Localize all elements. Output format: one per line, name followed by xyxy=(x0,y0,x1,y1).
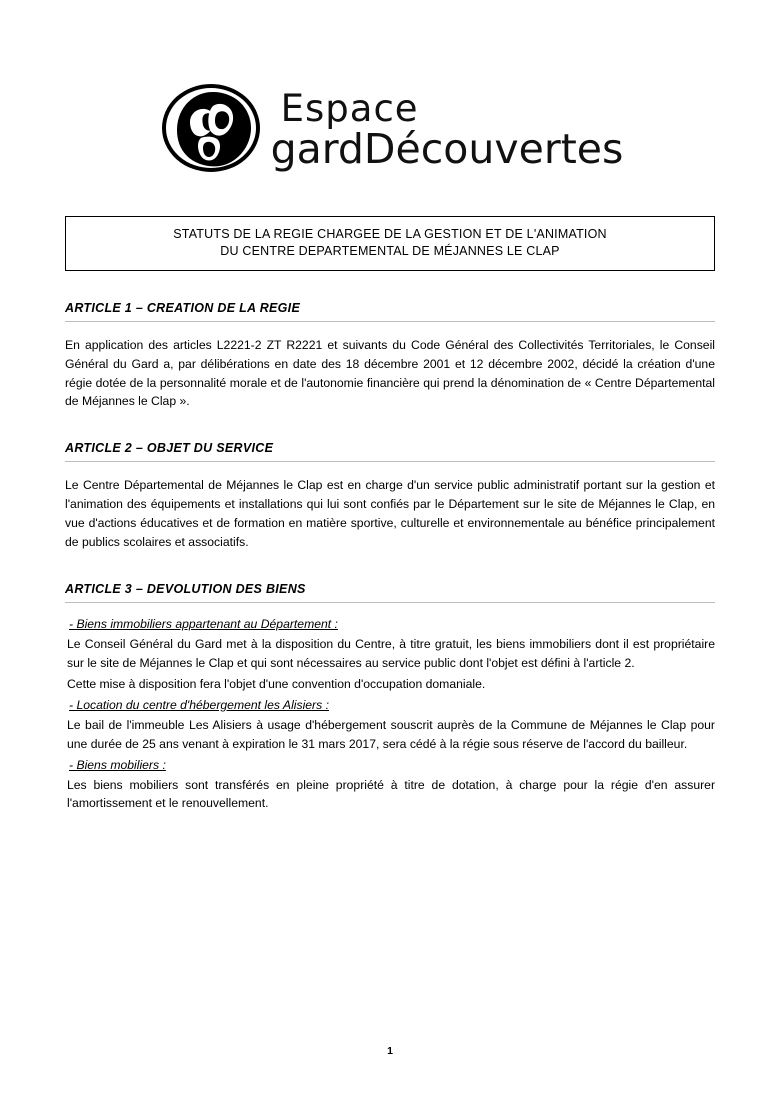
article-3-section-1-paragraph-2: Cette mise à disposition fera l'objet d'une convention d'occupation domaniale. xyxy=(67,676,486,691)
article-3-heading: ARTICLE 3 – DEVOLUTION DES BIENS xyxy=(65,582,306,596)
article-3-section-1-heading: - Biens immobiliers appartenant au Département : xyxy=(69,617,338,631)
article-3-section-2-heading: - Location du centre d'hébergement les Alisiers : xyxy=(69,697,329,712)
article-3-section-3-paragraph-1: Les biens mobiliers sont transférés en pleine propriété à titre de dotation, à charge pour la régie d'en assurer l'amortissement et le renouvellement. xyxy=(67,777,715,811)
logo-header xyxy=(65,0,715,188)
document-title-line-1: STATUTS DE LA REGIE CHARGEE DE LA GESTION ET DE L'ANIMATION xyxy=(173,227,607,241)
article-3-section-2-paragraph-1: Le bail de l'immeuble Les Alisiers à usage d'hébergement souscrit auprès de la Commune de Méjannes le Clap pour une durée de 25 ans venant à expiration le 31 mars 2017, sera cédé à la régie sous réserve de l'accord du bailleur. xyxy=(67,717,715,751)
article-2-divider xyxy=(65,461,715,462)
article-3-section-3-heading: - Biens mobiliers : xyxy=(69,757,166,772)
article-3-section-1 xyxy=(65,617,715,694)
logo-line-espace: Espace xyxy=(280,87,419,130)
document-title-box xyxy=(65,216,715,271)
article-1-divider xyxy=(65,321,715,322)
logo-line-garddecouvertes: gardDécouvertes xyxy=(270,125,624,173)
article-2-heading: ARTICLE 2 – OBJET DU SERVICE xyxy=(65,441,274,456)
espace-gard-decouvertes-logo-icon xyxy=(157,78,265,178)
logo-wordmark xyxy=(270,86,624,173)
article-1-paragraph-1: En application des articles L2221-2 ZT R2221 et suivants du Code Général des Collectivités Territoriales, le Conseil Général du Gard a, par délibérations en date des 18 décembre 2001 et 12 décembre 2002, décidé la création d'une régie dotée de la personnalité morale et de l'autonomie financière qui prend la dénomination de « Centre Départemental de Méjannes le Clap ». xyxy=(65,337,715,409)
article-2 xyxy=(65,441,715,552)
page-number: 1 xyxy=(387,1045,393,1057)
article-2-paragraph-1: Le Centre Départemental de Méjannes le Clap est en charge d'un service public administratif portant sur la gestion et l'animation des équipements et installations qui lui sont confiés par le Département sur le site de Méjannes le Clap, en vue d'actions éducatives et de formation en matière sportive, culturelle et environnementale au bénéfice principalement de publics scolaires et associatifs. xyxy=(65,478,715,550)
article-3-divider xyxy=(65,602,715,603)
document-title-line-2: DU CENTRE DEPARTEMENTAL DE MÉJANNES LE CLAP xyxy=(220,243,560,258)
article-1-heading: ARTICLE 1 – CREATION DE LA REGIE xyxy=(65,300,301,315)
article-1 xyxy=(65,301,715,412)
article-3-section-1-paragraph-1: Le Conseil Général du Gard met à la disposition du Centre, à titre gratuit, les biens immobiliers dont il est propriétaire sur le site de Méjannes le Clap et qui sont nécessaires au service public dont l'objet est défini à l'article 2. xyxy=(67,637,715,670)
article-3-section-3 xyxy=(65,758,715,814)
article-3-section-2 xyxy=(65,698,715,754)
article-3 xyxy=(65,582,715,813)
